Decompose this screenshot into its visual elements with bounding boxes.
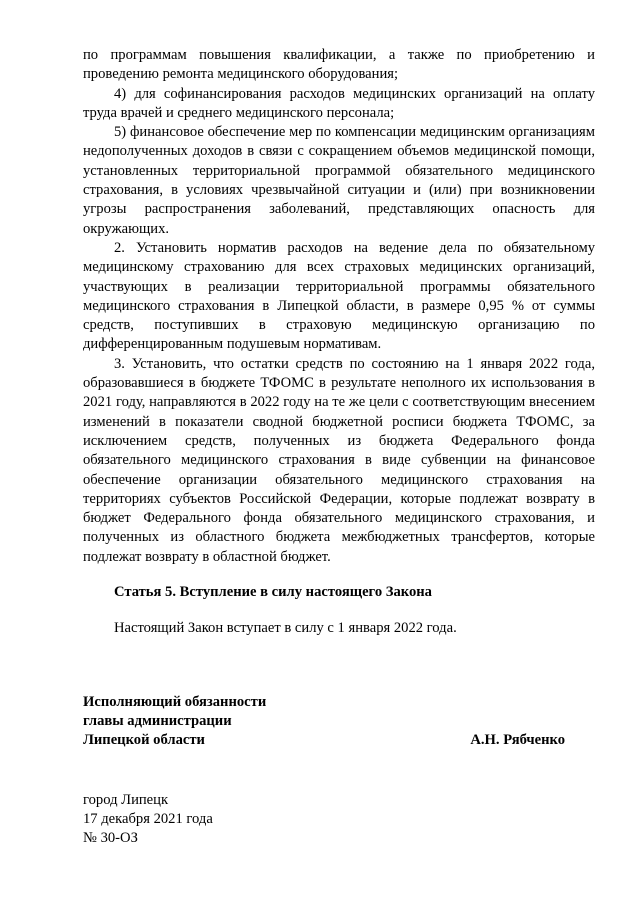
signature-block: [83, 693, 595, 751]
document-number: № 30-ОЗ: [83, 830, 138, 847]
signatory-title-line-2: главы администрации: [83, 712, 232, 729]
document-city: город Липецк: [83, 791, 169, 808]
paragraph-continuation: по программам повышения квалификации, а также по приобретению и проведению ремонта медицинского оборудования;: [83, 47, 595, 83]
article-5-text: Настоящий Закон вступает в силу с 1 января 2022 года.: [114, 620, 457, 637]
paragraph-clause-3: 3. Установить, что остатки средств по состоянию на 1 января 2022 года, образовавшиеся в бюджете ТФОМС в результате неполного их использования в 2021 году, направляются в 2022 году на те же цели с соответствующим внесением изменений в показатели сводной бюджетной росписи бюджета ТФОМС, за исключением средств, полученных из бюджета Федерального фонда обязательного медицинского страхования в виде субвенции на финансовое обеспечение организации обязательного медицинского страхования на территориях субъектов Российской Федерации, которые подлежат возврату в бюджет Федерального фонда обязательного медицинского страхования, и полученных из областного бюджета межбюджетных трансфертов, которые подлежат возврату в областной бюджет.: [83, 355, 595, 565]
signatory-title-line-1: Исполняющий обязанности: [83, 693, 267, 710]
article-5-heading: Статья 5. Вступление в силу настоящего Закона: [114, 584, 432, 601]
document-page: [83, 46, 595, 848]
document-meta: [83, 791, 595, 849]
document-date: 17 декабря 2021 года: [83, 810, 213, 827]
signatory-title-line-3: Липецкой области: [83, 732, 205, 749]
paragraph-item-4: 4) для софинансирования расходов медицинских организаций на оплату труда врачей и среднего медицинского персонала;: [83, 85, 595, 121]
signatory-name: А.Н. Рябченко: [470, 732, 565, 749]
paragraph-item-5: 5) финансовое обеспечение мер по компенсации медицинским организациям недополученных доходов в связи с сокращением объемов медицинской помощи, установленных территориальной программой обязательного медицинского страхования, в условиях чрезвычайной ситуации и (или) при возникновении угрозы распространения заболеваний, представляющих опасность для окружающих.: [83, 124, 595, 237]
paragraph-clause-2: 2. Установить норматив расходов на ведение дела по обязательному медицинскому страхованию для всех страховых медицинских организаций, участвующих в реализации территориальной программы обязательного медицинского страхования в Липецкой области, в размере 0,95 % от суммы средств, поступивших в страховую медицинскую организацию по дифференцированным подушевым нормативам.: [83, 239, 595, 353]
